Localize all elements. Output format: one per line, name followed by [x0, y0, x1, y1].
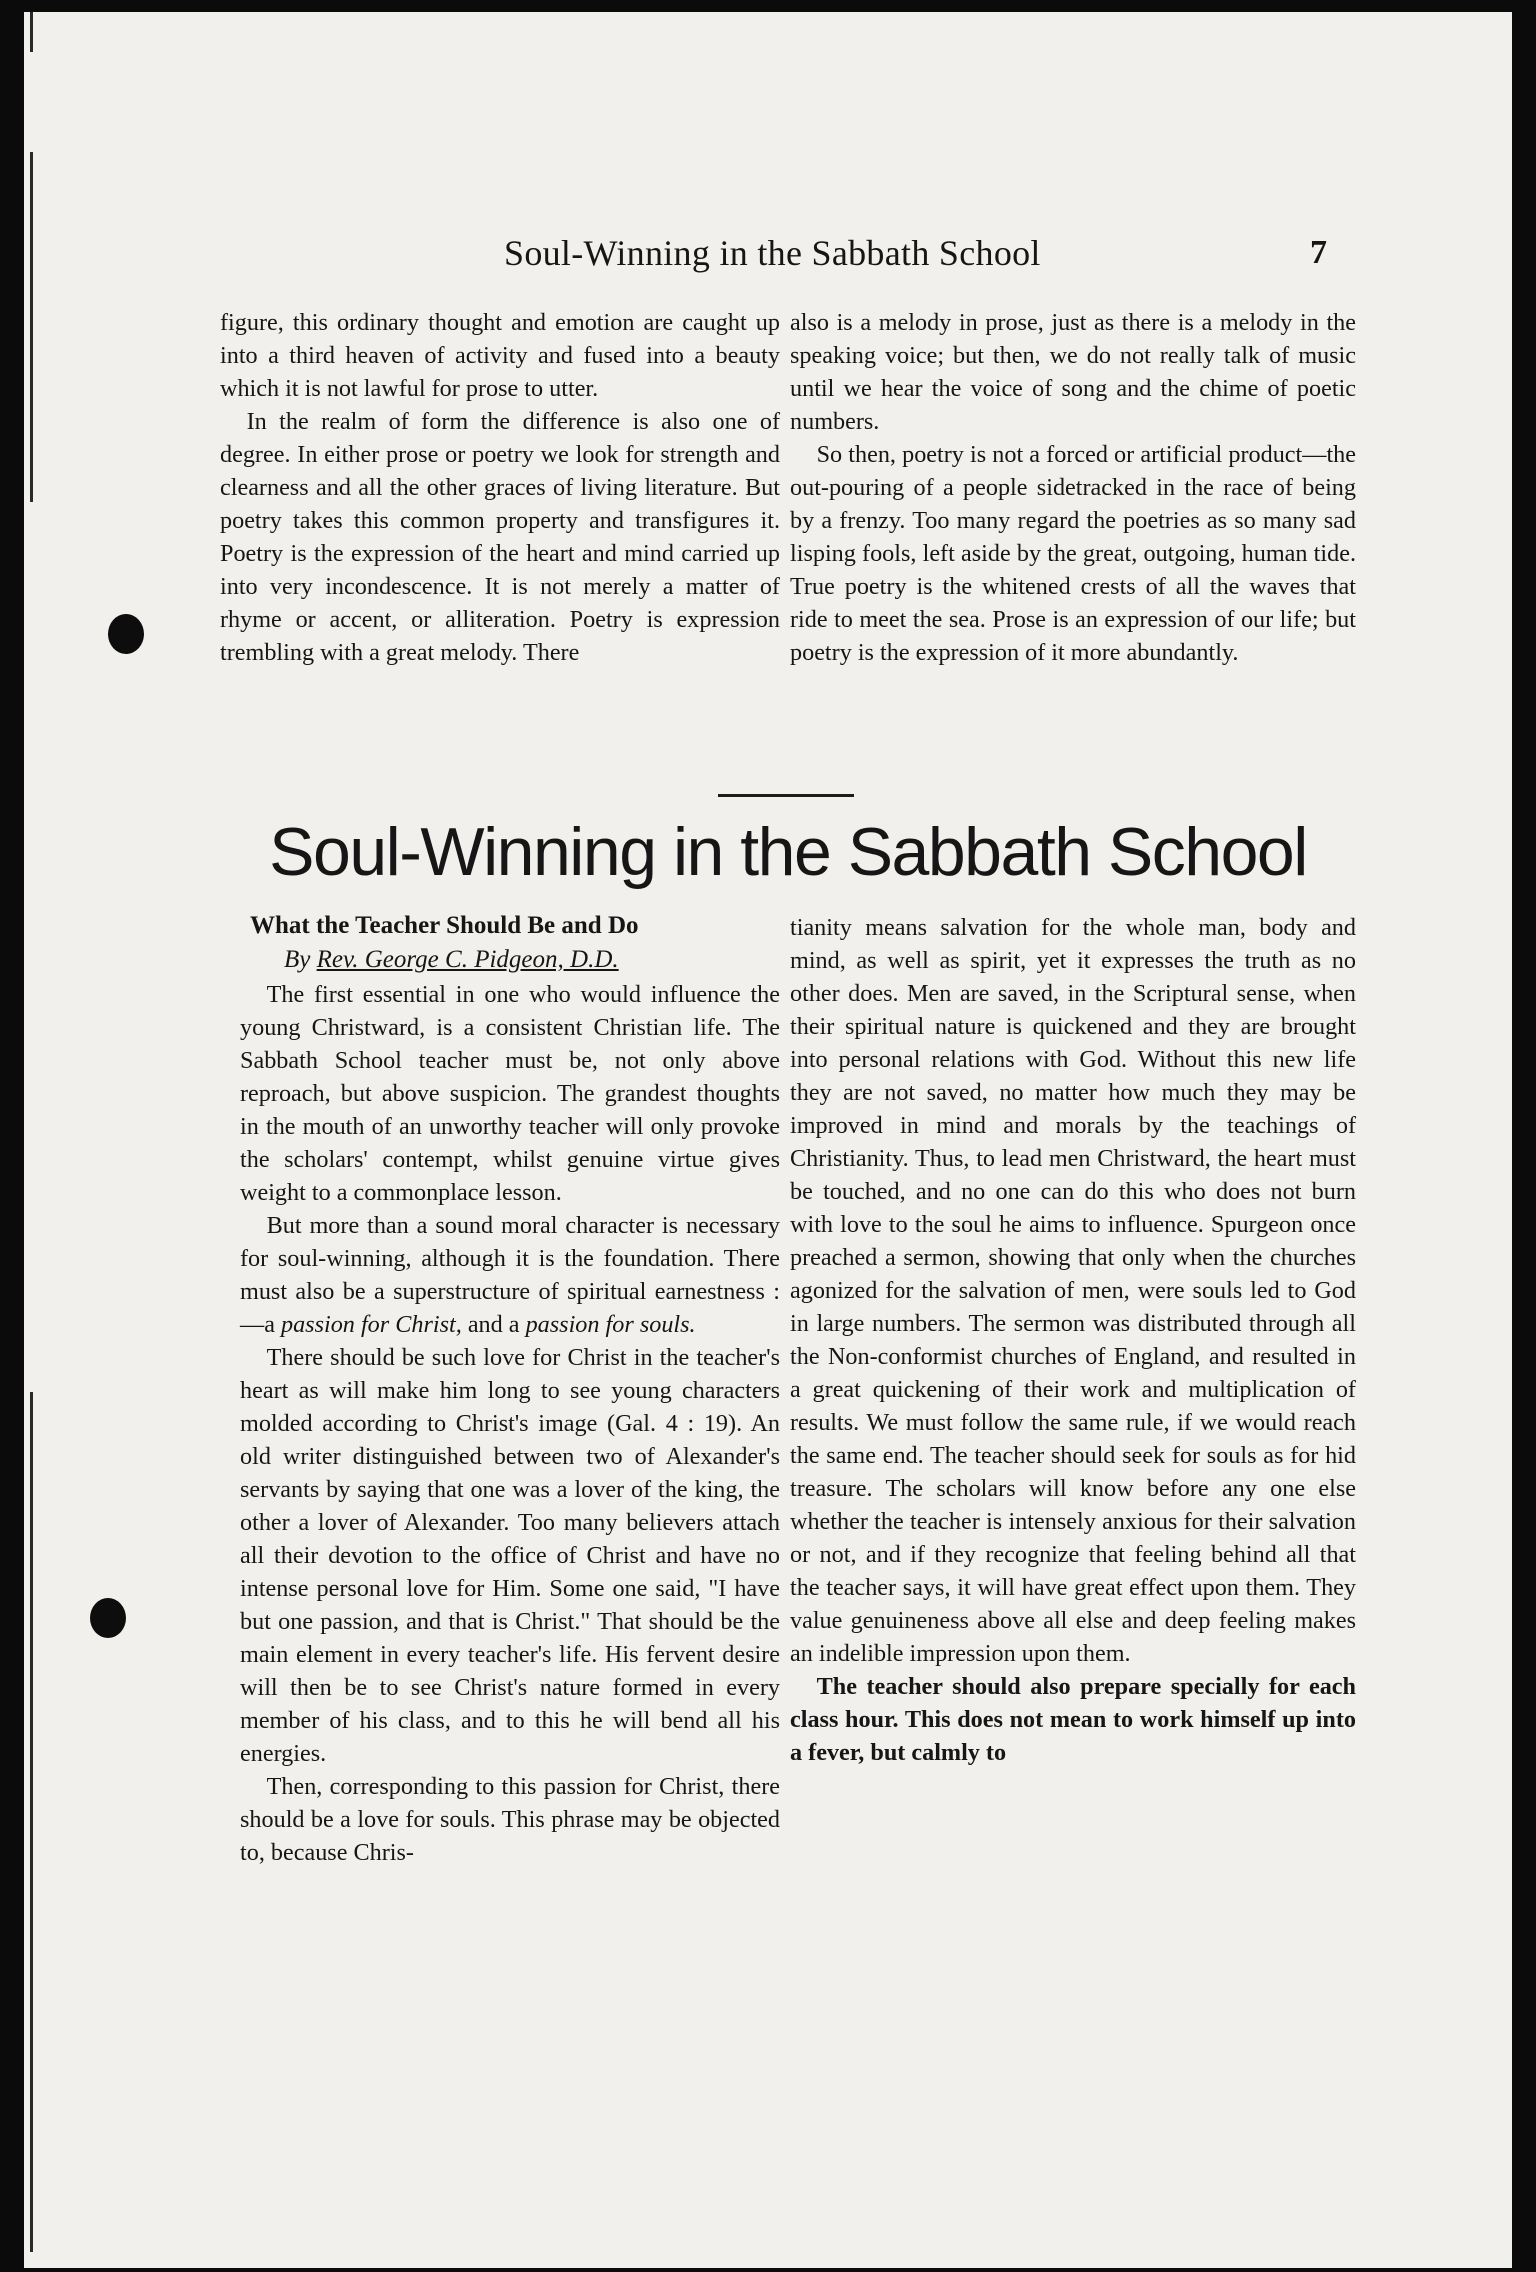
paragraph: There should be such love for Christ in the teacher's heart as will make him long to see young characters molded according to Christ's image (Gal. 4 : 19). An old writer distinguished between two of Alexander's servants by saying that one was a lover of the king, the other a lover of Alexander. Too many believers attach all their devotion to the office of Christ and have no intense personal love for Him. Some one said, "I have but one passion, and that is Christ." That should be the main element in every teacher's life. His fervent desire will then be to see Christ's nature formed in every member of his class, and to this he will bend all his energies.	[240, 1344, 780, 1767]
article-title: Soul-Winning in the Sabbath School	[269, 814, 1307, 890]
margin-rule	[30, 12, 33, 52]
author-name: Rev. George C. Pidgeon, D.D.	[316, 946, 619, 973]
running-head: Soul-Winning in the Sabbath School	[504, 233, 1041, 273]
emphasis: passion for Christ,	[280, 1311, 462, 1338]
paragraph: The first essential in one who would influence the young Christward, is a consistent Christian life. The Sabbath School teacher must be, not only above reproach, but above suspicion. The grandest thoughts in the mouth of an unworthy teacher will only provoke the scholars' contempt, whilst genuine virtue gives weight to a commonplace lesson.	[240, 981, 780, 1206]
paragraph: also is a melody in prose, just as there is a melody in the speaking voice; but then, we do not really talk of music until we hear the voice of song and the chime of poetic numbers.	[790, 309, 1356, 435]
byline-prefix: By	[284, 946, 311, 973]
byline	[284, 943, 780, 976]
paragraph-text: and a	[467, 1311, 520, 1338]
section-divider	[718, 794, 854, 797]
article-column-left	[240, 978, 780, 1869]
page-number: 7	[1310, 234, 1327, 271]
paragraph: tianity means salvation for the whole man, body and mind, as well as spirit, yet it expresses the truth as no other does. Men are saved, in the Scriptural sense, when their spiritual nature is quickened and they are brought into personal relations with God. Without this new life they are not saved, no matter how much they may be improved in mind and morals by the teachings of Christianity. Thus, to lead men Christward, the heart must be touched, and no one can do this who does not burn with love to the soul he aims to influence. Spurgeon once preached a sermon, showing that only when the churches agonized for the salvation of men, were souls led to God in large numbers. The sermon was distributed through all the Non-conformist churches of England, and resulted in a great quickening of their work and multiplication of results. We must follow the same rule, if we would reach the same end. The teacher should seek for souls as for hid treasure. The scholars will know before any one else whether the teacher is intensely anxious for their salvation or not, and if they recognize that feeling behind all that the teacher says, it will have great effect upon them. They value genuineness above all else and deep feeling makes an indelible impression upon them.	[790, 914, 1356, 1667]
paragraph: In the realm of form the difference is also one of degree. In either prose or poetry we look for strength and clearness and all the other graces of living literature. But poetry takes this common property and transfigures it. Poetry is the expression of the heart and mind carried up into very incondescence. It is not merely a matter of rhyme or accent, or alliteration. Poetry is expression trembling with a great melody. There	[220, 408, 780, 666]
article-subtitle: What the Teacher Should Be and Do	[250, 912, 639, 939]
margin-rule	[30, 1392, 33, 2252]
paragraph: So then, poetry is not a forced or artificial product—the out-pouring of a people sidetracked in the race of being by a frenzy. Too many regard the poetries as so many sad lisping fools, left aside by the great, outgoing, human tide. True poetry is the whitened crests of all the waves that ride to meet the sea. Prose is an expression of our life; but poetry is the expression of it more abundantly.	[790, 441, 1356, 666]
paragraph-text: But more than a sound moral character is necessary for soul-winning, although it is the foundation. There must also be a superstructure of spiritual earnestness :—a	[240, 1212, 780, 1338]
emphasis: passion for souls.	[525, 1311, 696, 1338]
paragraph: figure, this ordinary thought and emotion are caught up into a third heaven of activity and fused into a beauty which it is not lawful for prose to utter.	[220, 309, 780, 402]
continued-column-left	[220, 306, 780, 669]
paragraph: Then, corresponding to this passion for Christ, there should be a love for souls. This phrase may be objected to, because Chris-	[240, 1773, 780, 1866]
continued-column-right	[790, 306, 1356, 669]
punch-hole	[108, 614, 144, 654]
paragraph: The teacher should also prepare specially for each class hour. This does not mean to work himself up into a fever, but calmly to	[790, 1673, 1356, 1766]
punch-hole	[90, 1598, 126, 1638]
article-column-right	[790, 911, 1356, 1769]
magazine-page	[24, 12, 1512, 2268]
margin-rule	[30, 152, 33, 502]
paragraph	[240, 1209, 780, 1341]
